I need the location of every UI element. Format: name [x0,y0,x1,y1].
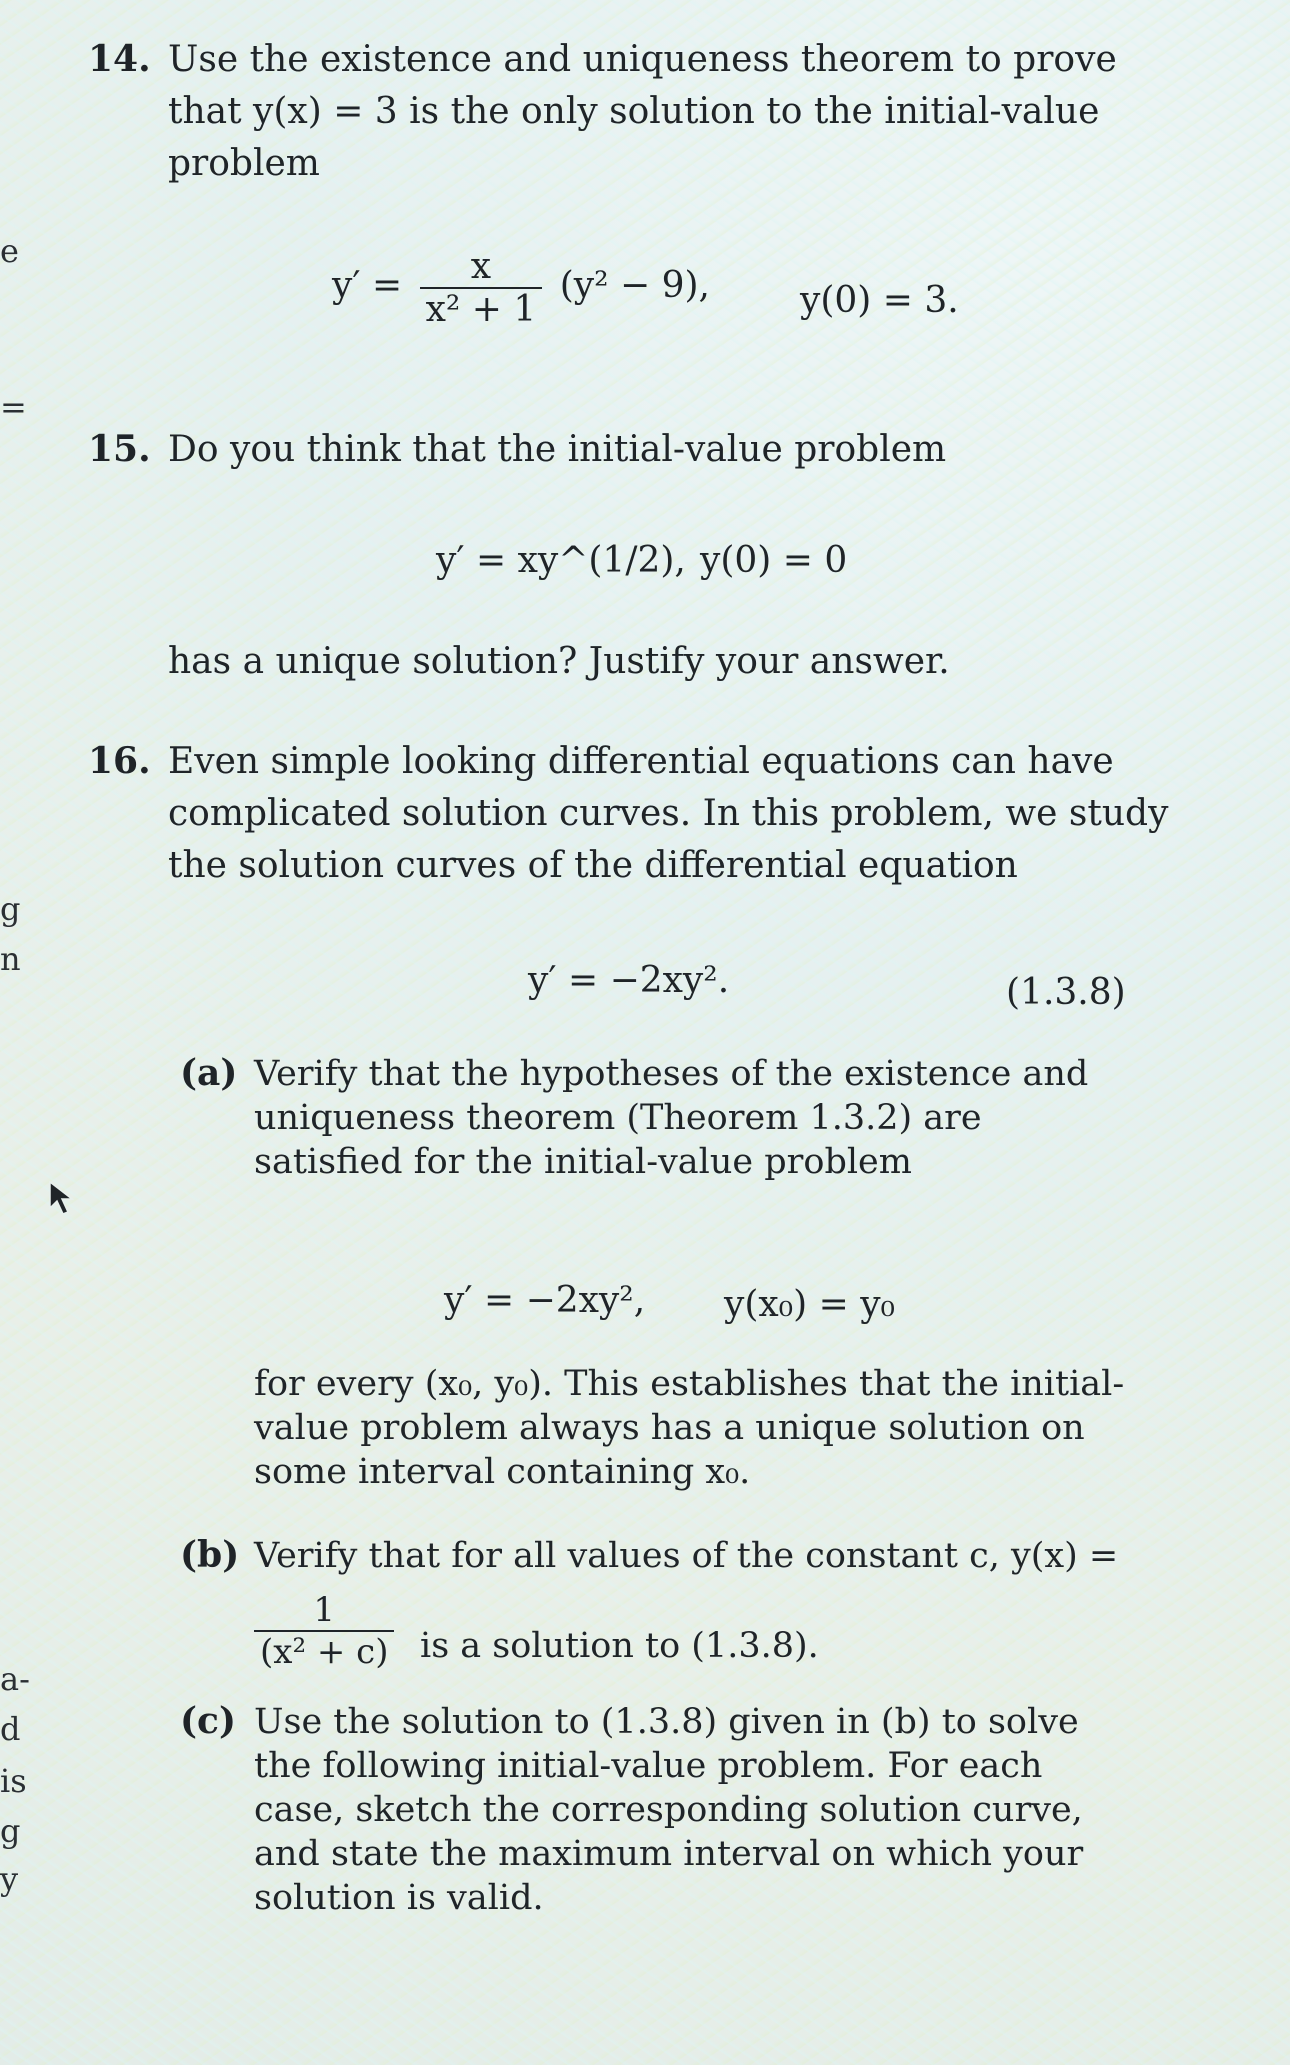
part-a-text-2: for every (x₀, y₀). This establishes that the initial-value problem always has a unique solution on some interval containing x₀. [254,1364,1125,1492]
equation-lhs: y′ = [332,265,403,306]
problem-14-text: Use the existence and uniqueness theorem to prove that y(x) = 3 is the only solution to the initial-value problem [168,39,1117,184]
part-a-text: Verify that the hypotheses of the existence and uniqueness theorem (Theorem 1.3.2) are satisfied for the initial-value problem [254,1054,1089,1182]
margin-fragment: y [0,1860,19,1898]
equation-rhs: (y² − 9), [559,265,710,306]
problem-15-equation: y′ = xy^(1/2), [436,540,686,581]
problem-15-text: Do you think that the initial-value problem [168,429,947,470]
margin-fragment: g [0,1812,21,1850]
solution-fraction [254,1590,394,1672]
fraction-numerator: x [470,246,492,287]
problem-15-initial-condition: y(0) = 0 [700,540,848,581]
part-b-text-2: is a solution to (1.3.8). [420,1626,819,1666]
margin-fragment: d [0,1710,21,1748]
problem-14-number: 14. [88,38,151,80]
margin-fragment: = [0,388,27,426]
problem-16-equation: y′ = −2xy². [528,960,730,1001]
cursor-arrow-icon [46,1178,86,1218]
fraction-denominator: (x² + c) [254,1630,394,1672]
fraction-denominator: x² + 1 [420,287,543,330]
margin-fragment: a- [0,1660,30,1698]
margin-fragment: is [0,1762,27,1800]
problem-15-number: 15. [88,428,151,470]
margin-fragment: g [0,890,21,928]
problem-16-text: Even simple looking differential equations can have complicated solution curves. In this problem, we study the solution curves of the differential equation [168,741,1169,886]
part-b-label: (b) [180,1534,240,1576]
part-c-label: (c) [180,1700,236,1742]
problem-14-initial-condition: y(0) = 3. [800,280,959,321]
part-a-initial-condition: y(x₀) = y₀ [724,1284,895,1325]
part-b-fraction [254,1590,394,1672]
fraction-numerator: 1 [313,1590,336,1630]
equation-fraction [420,246,543,330]
part-a-label: (a) [180,1052,238,1094]
problem-16-number: 16. [88,740,151,782]
margin-fragment: e [0,232,19,270]
problem-14-equation [332,246,710,330]
part-b-text: Verify that for all values of the constant c, y(x) = [254,1536,1119,1576]
part-c-text: Use the solution to (1.3.8) given in (b) to solve the following initial-value problem. For each case, sketch the corresponding solution curve, and state the maximum interval on which your solution is valid. [254,1702,1084,1918]
problem-15-text-2: has a unique solution? Justify your answer. [168,641,950,682]
equation-number: (1.3.8) [1006,972,1126,1013]
margin-fragment: n [0,940,21,978]
part-a-equation: y′ = −2xy², [444,1280,646,1321]
